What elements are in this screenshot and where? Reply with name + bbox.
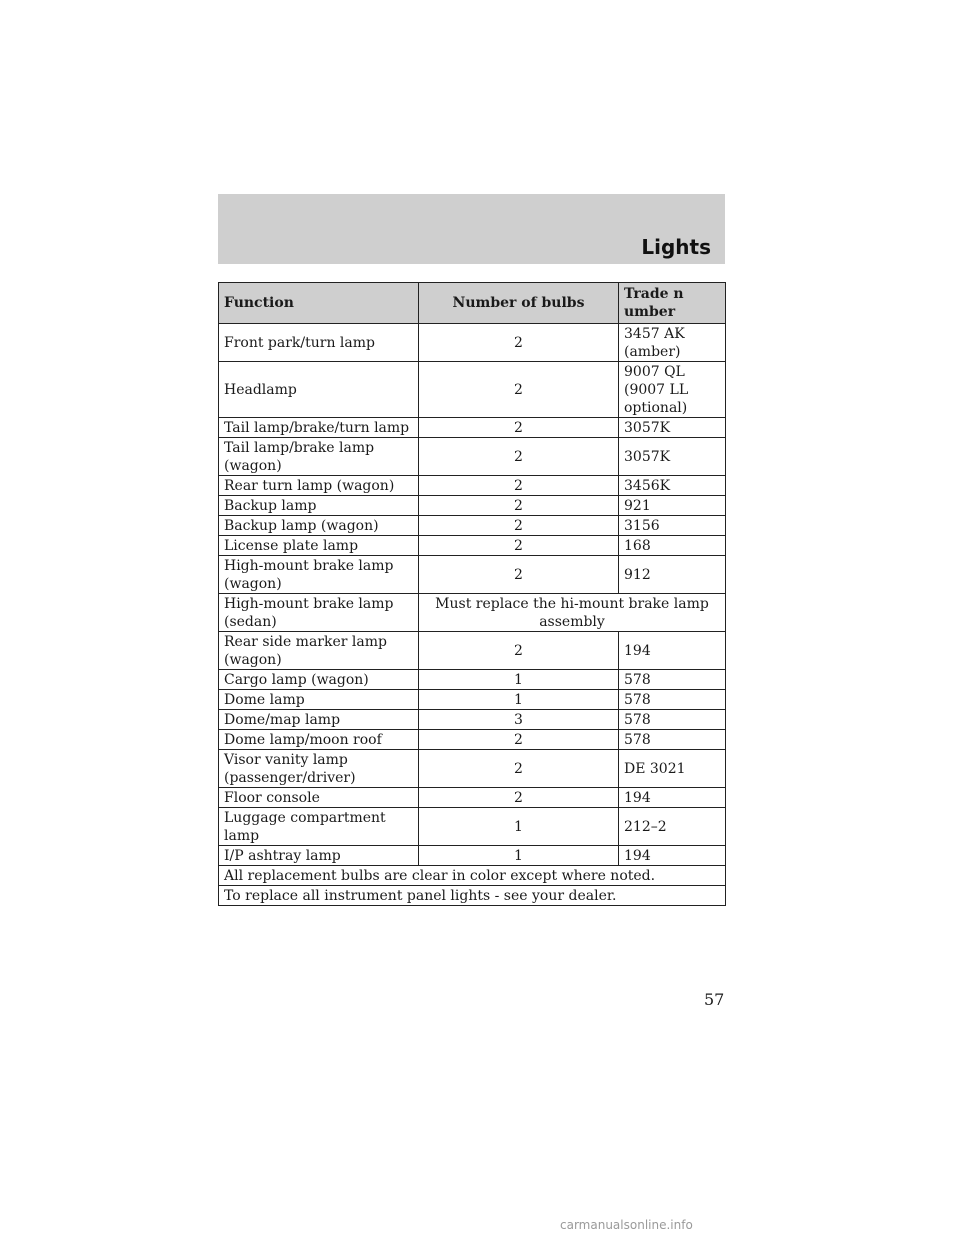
- cell-number-of-bulbs: 2: [419, 788, 619, 808]
- cell-number-of-bulbs: 2: [419, 516, 619, 536]
- column-header-function: Function: [219, 283, 419, 324]
- cell-function: Dome/map lamp: [219, 710, 419, 730]
- cell-number-of-bulbs: 2: [419, 556, 619, 594]
- table-row: [219, 362, 726, 418]
- cell-trade-number: 9007 QL (9007 LL optional): [619, 362, 726, 418]
- cell-function: Luggage compartment lamp: [219, 808, 419, 846]
- cell-trade-number: 578: [619, 690, 726, 710]
- cell-function: Visor vanity lamp (passenger/driver): [219, 750, 419, 788]
- cell-number-of-bulbs: 2: [419, 632, 619, 670]
- cell-trade-number: 168: [619, 536, 726, 556]
- cell-trade-number: 194: [619, 632, 726, 670]
- cell-trade-number: 3057K: [619, 438, 726, 476]
- table-row: [219, 632, 726, 670]
- cell-number-of-bulbs: 1: [419, 808, 619, 846]
- cell-function: Backup lamp: [219, 496, 419, 516]
- table-row: [219, 846, 726, 866]
- cell-function: High-mount brake lamp (sedan): [219, 594, 419, 632]
- cell-function: Headlamp: [219, 362, 419, 418]
- cell-number-of-bulbs: 2: [419, 362, 619, 418]
- cell-number-of-bulbs: 2: [419, 496, 619, 516]
- cell-function: Front park/turn lamp: [219, 324, 419, 362]
- table-row: [219, 730, 726, 750]
- table-note: To replace all instrument panel lights - see your dealer.: [219, 886, 726, 906]
- table-row: [219, 438, 726, 476]
- table-row: [219, 418, 726, 438]
- watermark: carmanualsonline.info: [560, 1218, 693, 1232]
- table-row: [219, 750, 726, 788]
- cell-function: Floor console: [219, 788, 419, 808]
- cell-number-of-bulbs: 2: [419, 324, 619, 362]
- cell-function: I/P ashtray lamp: [219, 846, 419, 866]
- cell-trade-number: 578: [619, 670, 726, 690]
- cell-trade-number: 3457 AK (amber): [619, 324, 726, 362]
- table-row: [219, 670, 726, 690]
- cell-function: Rear turn lamp (wagon): [219, 476, 419, 496]
- table-row: [219, 536, 726, 556]
- table-row: [219, 808, 726, 846]
- cell-function: Tail lamp/brake/turn lamp: [219, 418, 419, 438]
- cell-function: Dome lamp: [219, 690, 419, 710]
- cell-function: Dome lamp/moon roof: [219, 730, 419, 750]
- cell-trade-number: 194: [619, 788, 726, 808]
- cell-number-of-bulbs: 1: [419, 670, 619, 690]
- cell-trade-number: 3057K: [619, 418, 726, 438]
- cell-merged-note: Must replace the hi-mount brake lamp assembly: [419, 594, 726, 632]
- cell-number-of-bulbs: 2: [419, 730, 619, 750]
- table-row: [219, 324, 726, 362]
- table-row: [219, 594, 726, 632]
- table-body: [219, 324, 726, 906]
- cell-trade-number: 578: [619, 710, 726, 730]
- cell-trade-number: 578: [619, 730, 726, 750]
- cell-number-of-bulbs: 2: [419, 418, 619, 438]
- column-header-trade-number: Trade n umber: [619, 283, 726, 324]
- section-title: Lights: [641, 235, 711, 259]
- table-header-row: [219, 283, 726, 324]
- cell-function: Tail lamp/brake lamp (wagon): [219, 438, 419, 476]
- cell-number-of-bulbs: 2: [419, 476, 619, 496]
- table-row: [219, 496, 726, 516]
- column-header-number-of-bulbs: Number of bulbs: [419, 283, 619, 324]
- section-header-band: [218, 194, 725, 264]
- page-number: 57: [704, 990, 725, 1009]
- table-row: [219, 516, 726, 536]
- bulb-specification-table: [218, 282, 726, 906]
- cell-number-of-bulbs: 1: [419, 690, 619, 710]
- cell-trade-number: 921: [619, 496, 726, 516]
- cell-number-of-bulbs: 1: [419, 846, 619, 866]
- cell-trade-number: 212–2: [619, 808, 726, 846]
- cell-function: High-mount brake lamp (wagon): [219, 556, 419, 594]
- cell-function: Rear side marker lamp (wagon): [219, 632, 419, 670]
- cell-function: Cargo lamp (wagon): [219, 670, 419, 690]
- table-note: All replacement bulbs are clear in color except where noted.: [219, 866, 726, 886]
- table-row: [219, 710, 726, 730]
- table-note-row: [219, 866, 726, 886]
- cell-trade-number: DE 3021: [619, 750, 726, 788]
- cell-trade-number: 912: [619, 556, 726, 594]
- table-note-row: [219, 886, 726, 906]
- cell-number-of-bulbs: 3: [419, 710, 619, 730]
- table-row: [219, 788, 726, 808]
- cell-number-of-bulbs: 2: [419, 536, 619, 556]
- cell-number-of-bulbs: 2: [419, 750, 619, 788]
- cell-trade-number: 3156: [619, 516, 726, 536]
- cell-function: Backup lamp (wagon): [219, 516, 419, 536]
- cell-trade-number: 194: [619, 846, 726, 866]
- table-row: [219, 556, 726, 594]
- table-row: [219, 476, 726, 496]
- cell-trade-number: 3456K: [619, 476, 726, 496]
- cell-function: License plate lamp: [219, 536, 419, 556]
- cell-number-of-bulbs: 2: [419, 438, 619, 476]
- table-row: [219, 690, 726, 710]
